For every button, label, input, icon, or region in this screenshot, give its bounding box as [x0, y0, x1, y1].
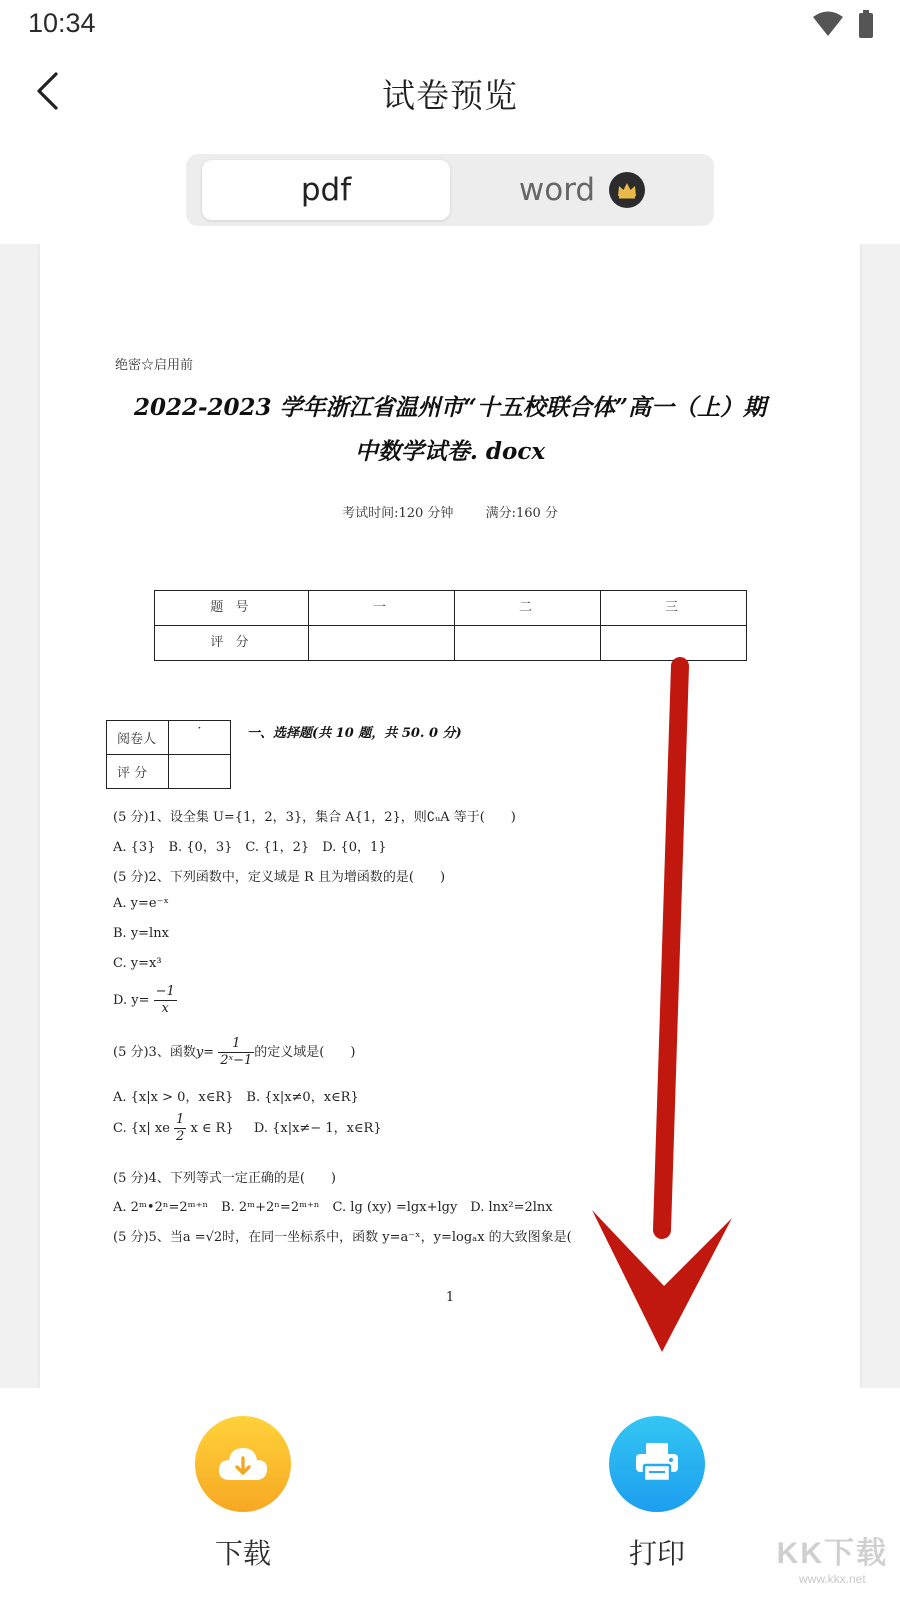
battery-icon [858, 10, 874, 42]
table-cell: 三 [601, 591, 747, 626]
table-cell: 阅卷人 [107, 721, 169, 755]
status-bar [0, 0, 900, 50]
fraction-numerator: −1 [155, 984, 175, 999]
question-2-option-b: B. y=lnx [113, 926, 169, 941]
option-d-prefix: D. y= [113, 993, 150, 1008]
table-cell [455, 626, 601, 661]
table-row [155, 591, 747, 626]
app-bar [0, 50, 900, 140]
watermark [777, 1528, 888, 1586]
question-2-option-a: A. y=e⁻ˣ [113, 896, 169, 911]
print-label: 打印 [628, 1537, 685, 1570]
fraction [174, 1112, 186, 1145]
cloud-download-icon [216, 1442, 270, 1486]
table-cell [309, 626, 455, 661]
status-time: 10:34 [28, 8, 96, 38]
question-1-options: A. {3} B. {0，3} C. {1，2} D. {0，1} [113, 840, 387, 855]
download-button[interactable] [183, 1416, 303, 1572]
watermark-url: www.kkx.net [798, 1572, 866, 1586]
option-d: D. {x|x≠− 1，x∈R} [253, 1121, 382, 1136]
question-4-options: A. 2ᵐ•2ⁿ=2ᵐ⁺ⁿ B. 2ᵐ+2ⁿ=2ᵐ⁺ⁿ C. lg (xy) =lgx+lgy D. lnx²=2lnx [113, 1200, 553, 1215]
exam-info [40, 502, 860, 521]
bottom-action-bar [0, 1388, 900, 1600]
option-c-suffix: x ∈ R} [190, 1121, 234, 1136]
tab-pdf-label: pdf [300, 172, 352, 208]
download-circle [195, 1416, 291, 1512]
table-cell: · [169, 721, 231, 755]
doc-title-line2: 中数学试卷. docx [354, 438, 546, 465]
print-circle [609, 1416, 705, 1512]
fraction [154, 984, 177, 1017]
fraction-denominator: x [161, 1001, 169, 1016]
question-3-y: y= [195, 1045, 215, 1060]
grader-table [106, 720, 231, 789]
annotation-arrow [580, 650, 750, 1360]
doc-title-line1: 2022-2023 学年浙江省温州市“十五校联合体”高一（上）期 [133, 394, 767, 421]
question-3 [113, 1036, 355, 1069]
table-cell: 评 分 [107, 755, 169, 789]
fraction-denominator: 2ˣ−1 [220, 1053, 253, 1068]
wifi-icon [812, 11, 844, 41]
question-4: (5 分)4、下列等式一定正确的是( ) [113, 1171, 336, 1186]
document-preview[interactable] [0, 244, 900, 1388]
table-row [107, 721, 231, 755]
page-number: 1 [445, 1290, 455, 1305]
table-cell [169, 755, 231, 789]
question-3-prefix: (5 分)3、函数 [113, 1045, 196, 1060]
exam-time: 考试时间:120 分钟 [342, 506, 454, 521]
confidential-note: 绝密☆启用前 [115, 358, 194, 373]
fraction-denominator: 2 [176, 1129, 185, 1144]
download-label: 下载 [214, 1537, 271, 1570]
table-cell: 一 [309, 591, 455, 626]
question-3-options-cd [113, 1112, 382, 1145]
fraction [218, 1036, 254, 1069]
format-segmented-control [186, 154, 714, 226]
question-1: (5 分)1、设全集 U={1，2，3}，集合 A{1，2}，则∁ᵤA 等于( ) [113, 810, 516, 825]
watermark-logo: KK下载 [776, 1537, 888, 1570]
question-2-option-d [113, 984, 177, 1017]
table-cell: 评 分 [155, 626, 309, 661]
table-cell: 二 [455, 591, 601, 626]
question-3-options-ab: A. {x|x > 0，x∈R} B. {x|x≠0，x∈R} [113, 1090, 359, 1105]
tab-pdf[interactable] [202, 160, 450, 220]
full-score: 满分:160 分 [485, 506, 558, 521]
printer-icon [633, 1441, 681, 1487]
section-heading: 一、选择题(共 10 题，共 50. 0 分) [247, 726, 462, 741]
question-2: (5 分)2、下列函数中，定义域是 R 且为增函数的是( ) [113, 870, 446, 885]
tab-word[interactable] [458, 160, 706, 220]
page-title: 试卷预览 [382, 76, 518, 115]
question-2-option-c: C. y=x³ [113, 956, 162, 971]
question-3-suffix: 的定义域是( ) [254, 1045, 356, 1060]
fraction-numerator: 1 [218, 1036, 254, 1053]
question-5: (5 分)5、当a =√2时，在同一坐标系中，函数 y=a⁻ˣ，y=logₐx 的大致图象是( [113, 1230, 572, 1245]
table-row [107, 755, 231, 789]
tab-word-label: word [518, 172, 596, 208]
option-c-prefix: C. {x| xe [113, 1121, 170, 1136]
fraction-numerator: 1 [176, 1112, 185, 1127]
status-icons [812, 10, 874, 42]
table-cell: 题 号 [155, 591, 309, 626]
print-button[interactable] [597, 1416, 717, 1572]
crown-icon [609, 172, 645, 208]
